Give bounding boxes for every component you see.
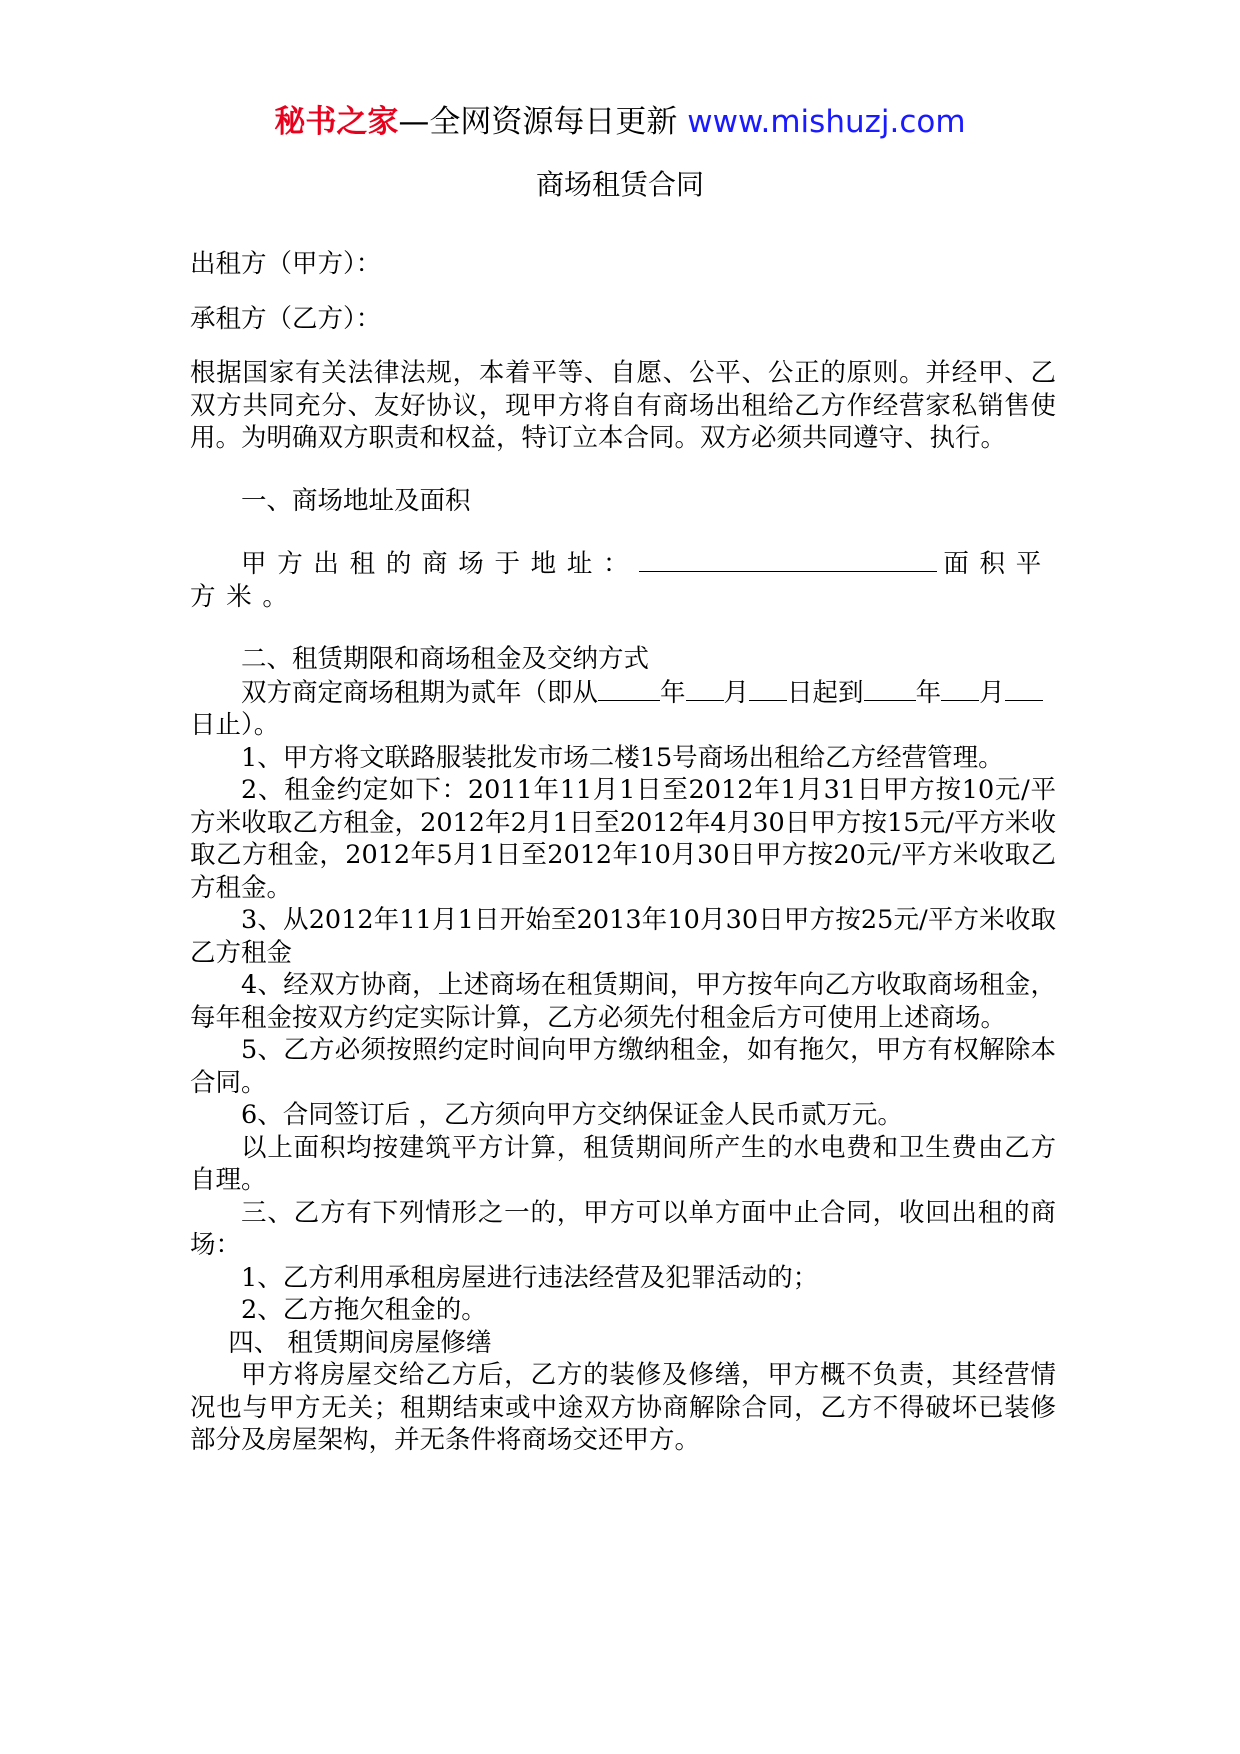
header-tagline: —全网资源每日更新 bbox=[398, 104, 678, 140]
lease-term-paragraph bbox=[190, 676, 1056, 742]
site-url-link[interactable]: www.mishuzj.com bbox=[687, 104, 966, 140]
lessor-line: 出租方（甲方）： bbox=[190, 249, 382, 279]
section-2-heading: 二、租赁期限和商场租金及交纳方式 bbox=[241, 644, 650, 674]
site-header bbox=[0, 100, 1240, 144]
end-year-blank bbox=[864, 676, 916, 701]
term-year-2: 年 bbox=[915, 677, 942, 708]
clause-3: 3、从2012年11月1日开始至2013年10月30日甲方按25元/平方米收取乙方租金 bbox=[190, 905, 1056, 968]
clause-6: 6、合同签订后 ，乙方须向甲方交纳保证金人民币贰万元。 bbox=[241, 1100, 903, 1130]
section-3-item-2: 2、乙方拖欠租金的。 bbox=[241, 1295, 487, 1325]
section-1-heading: 一、商场地址及面积 bbox=[241, 485, 471, 516]
term-day-1: 日起到 bbox=[787, 677, 864, 708]
document-title: 商场租赁合同 bbox=[535, 168, 704, 201]
clause-1: 1、甲方将文联路服装批发市场二楼15号商场出租给乙方经营管理。 bbox=[241, 742, 1004, 773]
term-month-2: 月 bbox=[979, 677, 1005, 708]
section-4-paragraph: 甲方将房屋交给乙方后，乙方的装修及修缮，甲方概不负责，其经营情况也与甲方无关；租期结束或中途双方协商解除合同，乙方不得破坏已装修部分及房屋架构，并无条件将商场交还甲方。 bbox=[190, 1360, 1056, 1455]
start-month-blank bbox=[686, 676, 724, 701]
end-day-blank bbox=[1005, 676, 1043, 701]
document-body bbox=[190, 248, 1056, 1457]
preamble-paragraph: 根据国家有关法律法规，本着平等、自愿、公平、公正的原则。并经甲、乙双方共同充分、友好协议，现甲方将自有商场出租给乙方作经营家私销售使用。为明确双方职责和权益，特订立本合同。双方必须共同遵守、执行。 bbox=[190, 358, 1056, 453]
end-month-blank bbox=[941, 676, 979, 701]
area-label: 面积平方米。 bbox=[190, 549, 1052, 612]
start-year-blank bbox=[598, 676, 660, 701]
address-label: 甲方出租的商场于地址： bbox=[241, 549, 640, 579]
section-3-item-1: 1、乙方利用承租房屋进行违法经营及犯罪活动的； bbox=[241, 1262, 819, 1293]
start-day-blank bbox=[749, 676, 787, 701]
lessee-line: 承租方（乙方）： bbox=[190, 303, 382, 334]
address-blank bbox=[639, 547, 937, 572]
term-year-1: 年 bbox=[660, 677, 686, 708]
section-4-heading: 四、 租赁期间房屋修缮 bbox=[228, 1327, 492, 1358]
term-intro: 双方商定商场租期为贰年（即从 bbox=[241, 677, 599, 708]
clause-5: 5、乙方必须按照约定时间向甲方缴纳租金，如有拖欠，甲方有权解除本合同。 bbox=[190, 1035, 1056, 1098]
clause-4: 4、经双方协商，上述商场在租赁期间，甲方按年向乙方收取商场租金，每年租金按双方约定实际计算，乙方必须先付租金后方可使用上述商场。 bbox=[190, 970, 1056, 1033]
section-3-heading: 三、乙方有下列情形之一的，甲方可以单方面中止合同，收回出租的商场： bbox=[190, 1197, 1056, 1260]
clause-2: 2、租金约定如下：2011年11月1日至2012年1月31日甲方按10元/平方米收取乙方租金，2012年2月1日至2012年4月30日甲方按15元/平方米收取乙方租金，2012年5月1日至2012年10月30日甲方按20元/平方米收取乙方租金。 bbox=[190, 775, 1056, 903]
brand-name: 秘书之家 bbox=[274, 104, 399, 140]
term-day-2: 日止）。 bbox=[190, 710, 280, 740]
section-1-address-paragraph bbox=[190, 547, 1056, 613]
term-month-1: 月 bbox=[723, 677, 750, 708]
area-note: 以上面积均按建筑平方计算，租赁期间所产生的水电费和卫生费由乙方自理。 bbox=[190, 1132, 1056, 1195]
